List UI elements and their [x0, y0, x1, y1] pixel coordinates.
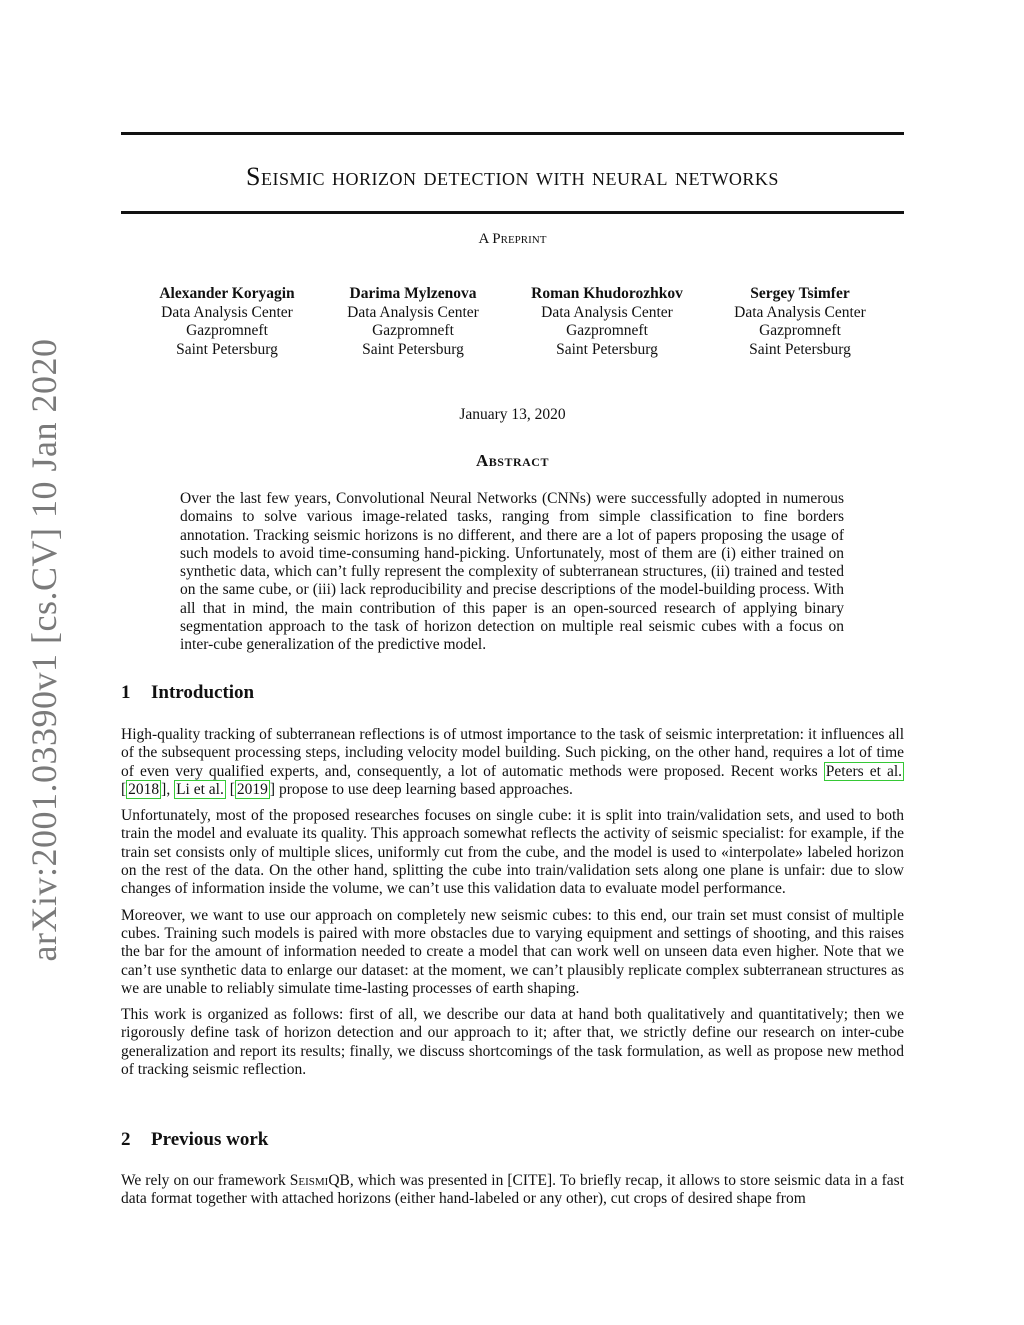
author-name: Sergey Tsimfer — [750, 285, 850, 302]
paragraph: Unfortunately, most of the proposed researches focuses on single cube: it is split into train/validation sets, and used to both train the model and evaluate its quality. This approach somewhat reflects the activity of seismic specialist: for example, if the train set consists only of multiple slices, uniformly cut from the cube, and the model is used to «interpolate» labeled horizon on the rest of the data. On the other hand, splitting the cube into train/validation sets along one plane is unfair: due to slow changes of information inside the volume, we can’t use this validation data to evaluate model performance. — [121, 807, 904, 898]
arxiv-identifier: arXiv:2001.03390v1 [cs.CV] 10 Jan 2020 — [24, 338, 64, 962]
section-title: Introduction — [151, 682, 255, 703]
title-bottom-rule — [121, 211, 904, 214]
paragraph — [121, 1172, 904, 1209]
paragraph-text: We rely on our framework — [121, 1172, 286, 1189]
citation-link-li[interactable]: Li et al. — [176, 780, 224, 798]
paragraph-text: , which was presented in [CITE]. To briefly recap, it allows to store seismic data in a fast data format together with attached horizons (either hand-labeled or any other), cut crops of desired shape from — [121, 1172, 904, 1208]
abstract-heading: Abstract — [476, 451, 549, 470]
author-city: Saint Petersburg — [556, 340, 658, 358]
section-number: 1 — [121, 682, 131, 703]
abstract-text: Over the last few years, Convolutional Neural Networks (CNNs) were successfully adopted in numerous domains to solve various image-related tasks, ranging from simple classification to fine borders annotation. Tracking seismic horizons is no different, and there are a lot of papers proposing the usage of such models to avoid time-consuming hand-picking. Unfortunately, most of them are (i) either trained on synthetic data, which can’t fully represent the complexity of subterranean structures, (ii) trained and tested on the same cube, or (iii) lack reproducibility and precise descriptions of the model-building process. With all that in mind, the main contribution of this paper is an open-sourced research of applying binary segmentation approach to the task of horizon detection on multiple real seismic cubes with a focus on inter-cube generalization of the predictive model. — [180, 490, 844, 654]
paragraph-text: propose to use deep learning based approaches. — [278, 780, 573, 798]
author-name: Darima Mylzenova — [349, 285, 477, 302]
section-number: 2 — [121, 1129, 131, 1150]
author-block — [318, 285, 508, 359]
author-company: Gazpromneft — [186, 322, 268, 339]
author-block — [512, 285, 702, 359]
author-city: Saint Petersburg — [176, 340, 278, 358]
citation-year-link[interactable]: 2019 — [236, 780, 268, 798]
author-city: Saint Petersburg — [749, 340, 851, 358]
introduction-body — [121, 726, 904, 1087]
author-company: Gazpromneft — [566, 322, 648, 339]
citation-year-link[interactable]: 2018 — [128, 780, 160, 798]
publication-date: January 13, 2020 — [459, 406, 566, 423]
section-heading-introduction — [121, 682, 254, 704]
author-org: Data Analysis Center — [541, 303, 673, 321]
author-org: Data Analysis Center — [347, 303, 479, 321]
section-heading-previous-work — [121, 1129, 268, 1151]
author-block — [132, 285, 322, 359]
previous-work-body — [121, 1172, 904, 1217]
paragraph: High-quality tracking of subterranean reflections is of utmost importance to the task of seismic interpretation: it influences all of the subsequent processing steps, including velocity model building. Such picking, on the other hand, requires a lot of time of even very qualified experts, and, consequently, a lot of automatic methods were proposed. Recent works Peters et al. [ 2018 ], Li et al. [ 2019 ] propose to use deep learning based approaches. — [121, 726, 904, 798]
citation-link-peters[interactable]: Peters et al. — [825, 762, 903, 780]
preprint-label: A Preprint — [478, 231, 547, 247]
author-block — [705, 285, 895, 359]
section-title: Previous work — [151, 1129, 269, 1150]
framework-name: SeismiQB — [289, 1172, 350, 1189]
author-name: Roman Khudorozhkov — [531, 285, 683, 302]
title-top-rule — [121, 132, 904, 135]
paragraph: This work is organized as follows: first of all, we describe our data at hand both qualitatively and quantitatively; then we rigorously define task of horizon detection and our approach to it; after that, we strictly define our research on inter-cube generalization and report its results; finally, we discuss shortcomings of the task formulation, as well as propose new method of tracking seismic reflection. — [121, 1006, 904, 1079]
author-company: Gazpromneft — [372, 322, 454, 339]
author-city: Saint Petersburg — [362, 340, 464, 358]
paragraph: Moreover, we want to use our approach on completely new seismic cubes: to this end, our train set must consist of multiple cubes. Training such models is paired with more obstacles due to varying equipment and settings of shooting, and this raises the bar for the amount of information needed to create a model that can work well on unseen data even higher. Note that we can’t use synthetic data to enlarge our dataset: at the moment, we can’t plausibly replicate complex subterranean structures as we are unable to reliably simulate time-lasting processes of earth shaping. — [121, 906, 904, 997]
author-org: Data Analysis Center — [734, 303, 866, 321]
paper-title: Seismic horizon detection with neural networks — [246, 162, 779, 191]
author-name: Alexander Koryagin — [159, 285, 295, 302]
author-org: Data Analysis Center — [161, 303, 293, 321]
author-company: Gazpromneft — [759, 322, 841, 339]
paragraph-text: High-quality tracking of subterranean reflections is of utmost importance to the task of seismic interpretation: it influences all of the subsequent processing steps, including velocity model building. Such picking, on the other hand, requires a lot of time of even very qualified experts, and, consequently, a lot of automatic methods were proposed. Recent works — [121, 726, 904, 780]
